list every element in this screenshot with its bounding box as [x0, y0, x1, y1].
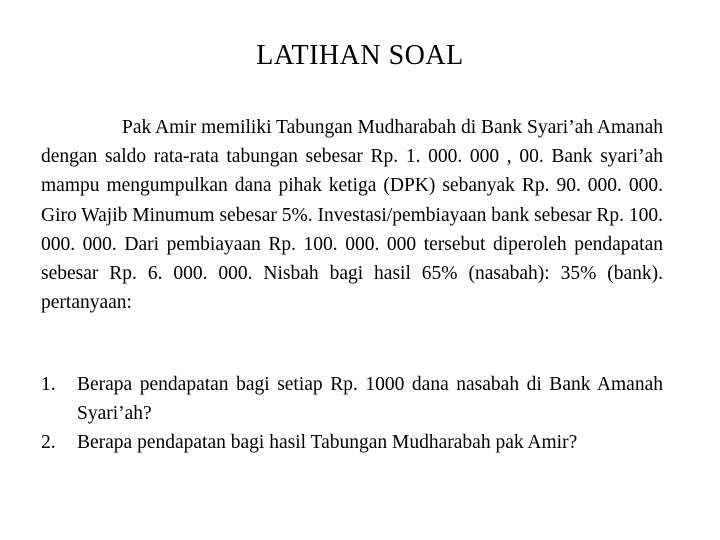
question-text: Berapa pendapatan bagi setiap Rp. 1000 dana nasabah di Bank Amanah Syari’ah?	[77, 374, 663, 425]
question-list	[41, 370, 663, 458]
question-number: 1.	[41, 374, 56, 395]
problem-paragraph: Pak Amir memiliki Tabungan Mudharabah di Bank Syari’ah Amanah dengan saldo rata-rata tabungan sebesar Rp. 1. 000. 000 , 00. Bank syari’ah mampu mengumpulkan dana pihak ketiga (DPK) sebanyak Rp. 90. 000. 000. Giro Wajib Minumum sebesar 5%. Investasi/pembiayaan bank sebesar Rp. 100. 000. 000. Dari pembiayaan Rp. 100. 000. 000 tersebut diperoleh pendapatan sebesar Rp. 6. 000. 000. Nisbah bagi hasil 65% (nasabah): 35% (bank). pertanyaan:	[41, 117, 663, 314]
question-item	[41, 428, 663, 457]
slide-title: LATIHAN SOAL	[256, 40, 464, 71]
question-number: 2.	[41, 432, 56, 454]
question-item	[41, 370, 663, 428]
question-text: Berapa pendapatan bagi hasil Tabungan Mudharabah pak Amir?	[77, 432, 578, 454]
